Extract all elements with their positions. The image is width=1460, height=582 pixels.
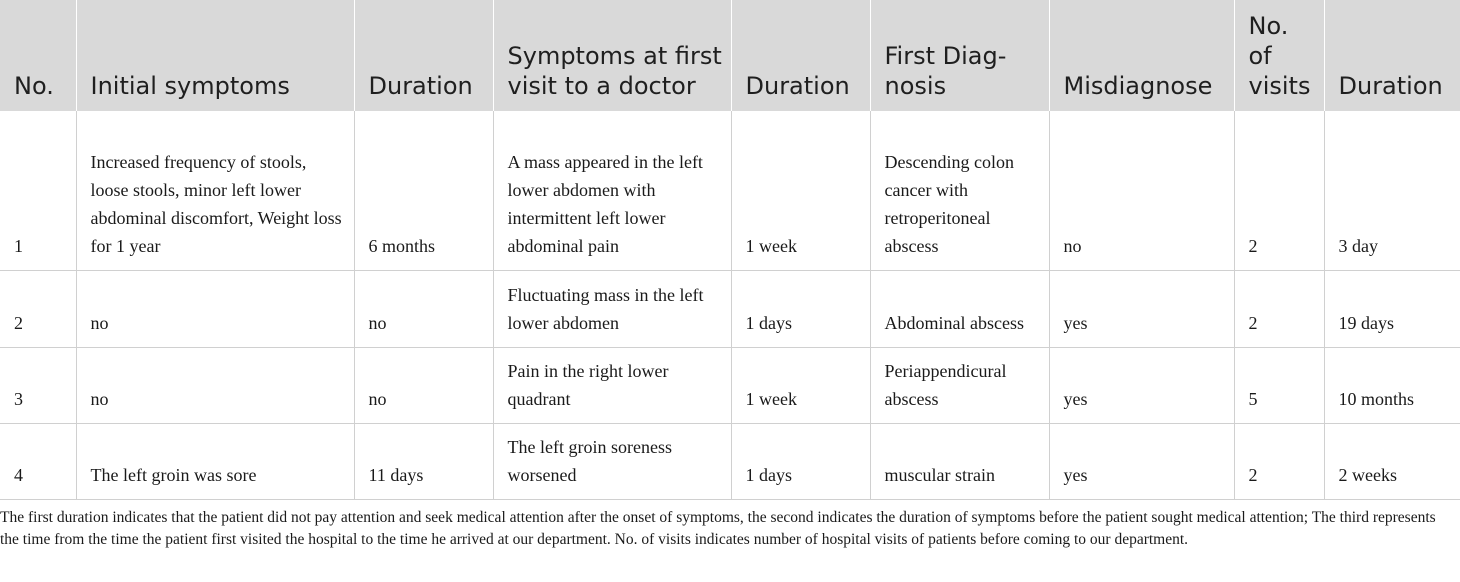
cell-misdiagnose: no [1049, 111, 1234, 270]
cell-no: 4 [0, 423, 76, 499]
table-body [0, 111, 1460, 499]
cell-initial-symptoms: no [76, 270, 354, 347]
cell-duration-2: 1 week [731, 347, 870, 423]
cell-symptoms-first-visit: A mass appeared in the left lower abdomen with intermittent left lower abdominal pain [493, 111, 731, 270]
cell-symptoms-first-visit: The left groin soreness worsened [493, 423, 731, 499]
cell-no-of-visits: 2 [1234, 423, 1324, 499]
table-header [0, 0, 1460, 111]
cell-initial-symptoms: no [76, 347, 354, 423]
cell-symptoms-first-visit: Pain in the right lower quadrant [493, 347, 731, 423]
table-row [0, 111, 1460, 270]
cell-initial-symptoms: The left groin was sore [76, 423, 354, 499]
cell-symptoms-first-visit: Fluctuating mass in the left lower abdomen [493, 270, 731, 347]
cell-duration-1: 6 months [354, 111, 493, 270]
cell-first-diagnosis: Descending colon cancer with retroperitoneal abscess [870, 111, 1049, 270]
header-duration-3: Duration [1324, 0, 1460, 111]
table-footnote: The first duration indicates that the patient did not pay attention and seek medical attention after the onset of symptoms, the second indicates the duration of symptoms before the patient sought medical attention; The third represents the time from the time the patient first visited the hospital to the time he arrived at our department. No. of visits indicates number of hospital visits of patients before coming to our department. [0, 509, 1436, 548]
cell-duration-2: 1 days [731, 270, 870, 347]
header-misdiagnose: Misdiagnose [1049, 0, 1234, 111]
cell-no-of-visits: 5 [1234, 347, 1324, 423]
cell-initial-symptoms: Increased frequency of stools, loose stools, minor left lower abdominal discomfort, Weight loss for 1 year [76, 111, 354, 270]
cell-first-diagnosis: muscular strain [870, 423, 1049, 499]
header-duration-2: Duration [731, 0, 870, 111]
cell-misdiagnose: yes [1049, 423, 1234, 499]
cell-duration-2: 1 days [731, 423, 870, 499]
cell-no: 2 [0, 270, 76, 347]
cell-duration-1: no [354, 347, 493, 423]
cell-duration-3: 2 weeks [1324, 423, 1460, 499]
header-first-diagnosis: First Diag-nosis [870, 0, 1049, 111]
table-row [0, 347, 1460, 423]
cell-no: 3 [0, 347, 76, 423]
cell-misdiagnose: yes [1049, 347, 1234, 423]
cell-duration-3: 10 months [1324, 347, 1460, 423]
cell-duration-3: 19 days [1324, 270, 1460, 347]
header-no-of-visits: No. of visits [1234, 0, 1324, 111]
cell-no: 1 [0, 111, 76, 270]
cell-first-diagnosis: Abdominal abscess [870, 270, 1049, 347]
cell-no-of-visits: 2 [1234, 111, 1324, 270]
header-initial-symptoms: Initial symptoms [76, 0, 354, 111]
cell-misdiagnose: yes [1049, 270, 1234, 347]
header-row [0, 0, 1460, 111]
header-duration-1: Duration [354, 0, 493, 111]
header-symptoms-first-visit: Symptoms at first visit to a doctor [493, 0, 731, 111]
cell-no-of-visits: 2 [1234, 270, 1324, 347]
table-row [0, 423, 1460, 499]
cell-first-diagnosis: Periappendicural abscess [870, 347, 1049, 423]
table-row [0, 270, 1460, 347]
cell-duration-1: 11 days [354, 423, 493, 499]
cell-duration-2: 1 week [731, 111, 870, 270]
cell-duration-3: 3 day [1324, 111, 1460, 270]
header-no: No. [14, 72, 54, 100]
cell-duration-1: no [354, 270, 493, 347]
